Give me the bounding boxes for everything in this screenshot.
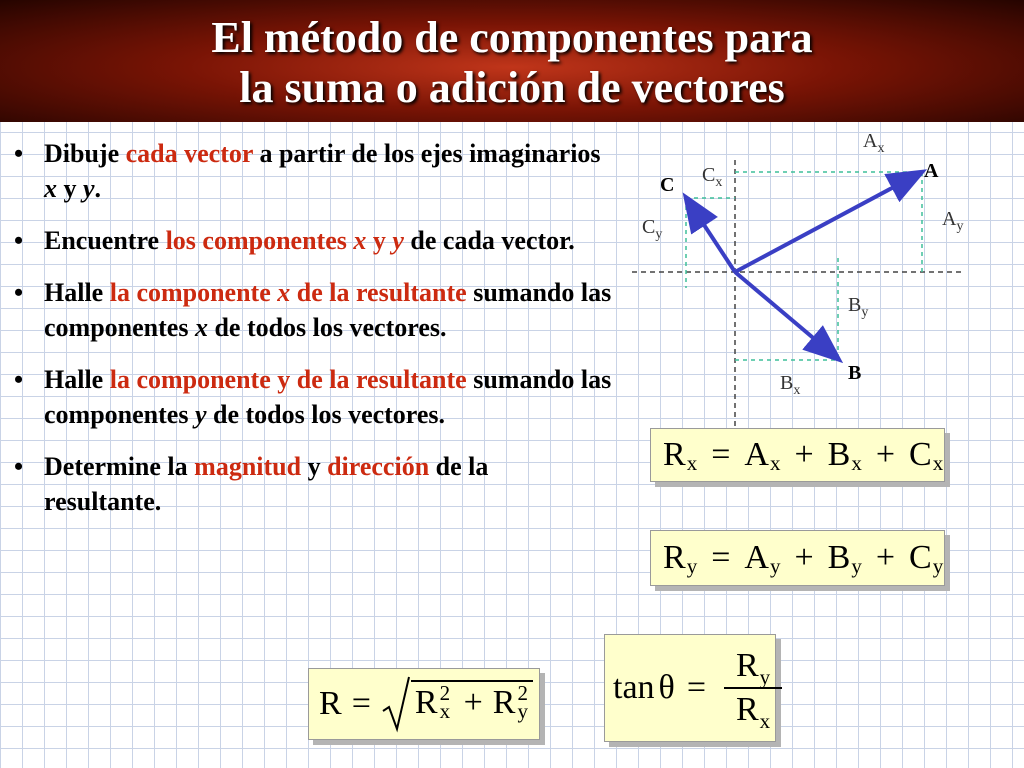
symbol: A <box>744 539 769 576</box>
vector-a <box>735 173 920 272</box>
operator: = <box>711 436 731 473</box>
subscript: y <box>517 699 528 723</box>
vector-diagram <box>620 130 1020 430</box>
italic-var: x <box>44 174 57 203</box>
operator: + <box>794 539 814 576</box>
label-bx-sub: x <box>793 383 801 398</box>
symbol: B <box>827 436 851 473</box>
symbol: R <box>663 539 686 576</box>
square-root <box>381 675 534 733</box>
bullet-dot: • <box>14 452 24 481</box>
slide-header <box>0 0 1024 122</box>
theta-symbol: θ <box>658 669 675 706</box>
operator: + <box>875 436 895 473</box>
text: sumando las componentes <box>44 278 612 342</box>
label-ay <box>942 208 964 234</box>
symbol: B <box>827 539 851 576</box>
subscript: x <box>851 450 862 475</box>
bullet-resultant-x <box>14 275 614 345</box>
label-cx-sub: x <box>715 175 723 190</box>
label-cy <box>642 216 663 242</box>
slide-title-line-2: la suma o adición de vectores <box>239 63 785 112</box>
exponent: 2 <box>439 681 451 705</box>
subscript: x <box>439 699 451 723</box>
subscript: x <box>932 450 944 475</box>
highlight: cada vector <box>125 139 253 168</box>
label-cx <box>702 164 723 190</box>
bullet-find-components <box>14 223 614 258</box>
symbol: R <box>414 684 438 721</box>
highlight-italic: x <box>353 226 367 255</box>
symbol: A <box>744 436 769 473</box>
subscript: x <box>759 709 771 733</box>
bullet-dot: • <box>14 139 24 168</box>
text: Determine la <box>44 452 195 481</box>
bullet-dot: • <box>14 278 24 307</box>
subscript: y <box>851 553 862 578</box>
bullet-resultant-y <box>14 362 614 432</box>
bullet-magnitude-direction <box>14 449 564 519</box>
fraction-bar <box>724 687 782 689</box>
bullet-list <box>14 136 614 519</box>
label-by-main: B <box>848 294 862 316</box>
bullet-dot: • <box>14 365 24 394</box>
operator: = <box>686 669 707 706</box>
text: y <box>301 452 328 481</box>
label-vector-b: B <box>848 362 862 384</box>
formula-rx <box>651 429 944 481</box>
bullet-draw-vectors <box>14 136 614 206</box>
subscript: y <box>759 665 771 689</box>
text: de todos los vectores. <box>206 400 446 429</box>
highlight: dirección <box>327 452 430 481</box>
label-vector-a: A <box>924 160 939 182</box>
radicand <box>411 680 534 722</box>
text: Dibuje <box>44 139 126 168</box>
operator: + <box>794 436 814 473</box>
italic-var: y <box>83 174 95 203</box>
label-ay-main: A <box>942 208 957 230</box>
subscript: y <box>769 553 781 578</box>
text: . <box>94 174 102 203</box>
symbol: C <box>909 539 932 576</box>
symbol: R <box>735 691 759 728</box>
highlight-italic: x <box>277 278 291 307</box>
numerator <box>735 647 771 689</box>
fraction <box>724 647 782 733</box>
slide-title-line-1: El método de componentes para <box>211 13 813 62</box>
formula-direction <box>605 635 775 741</box>
formula-ry <box>651 531 944 585</box>
exponent: 2 <box>517 681 528 705</box>
tan-function: tan <box>613 669 655 706</box>
symbol: C <box>909 436 932 473</box>
label-ax <box>863 130 885 156</box>
operator: + <box>875 539 895 576</box>
operator: + <box>463 684 483 721</box>
text: Halle <box>44 365 110 394</box>
text: Encuentre <box>44 226 166 255</box>
symbol: R <box>663 436 686 473</box>
subscript: y <box>932 553 944 578</box>
highlight: y <box>366 226 393 255</box>
formula-rx-box <box>650 428 945 482</box>
symbol: R <box>492 684 516 721</box>
highlight-italic: y <box>392 226 404 255</box>
formula-magnitude-box <box>308 668 540 740</box>
label-by <box>848 294 869 320</box>
vector-b <box>735 272 837 358</box>
vector-c <box>687 199 735 272</box>
operator: = <box>711 539 731 576</box>
subscript: y <box>686 553 698 578</box>
text: de la resultante. <box>44 452 489 516</box>
bullet-dot: • <box>14 226 24 255</box>
formula-ry-box <box>650 530 945 586</box>
label-cx-main: C <box>702 164 716 186</box>
subscript: x <box>769 450 781 475</box>
highlight: magnitud <box>194 452 302 481</box>
italic-var: y <box>194 400 207 429</box>
vector-diagram-svg <box>620 130 1020 430</box>
text: Halle <box>44 278 110 307</box>
label-cy-sub: y <box>655 227 663 242</box>
text: de cada vector. <box>403 226 575 255</box>
label-cy-main: C <box>642 216 656 238</box>
label-ay-sub: y <box>956 219 964 234</box>
label-ax-sub: x <box>877 141 885 156</box>
symbol: R <box>319 685 342 722</box>
highlight: la componente y de la resultante <box>109 365 467 394</box>
highlight: de la resultante <box>290 278 467 307</box>
text: y <box>57 174 83 203</box>
italic-var: x <box>194 313 208 342</box>
symbol: R <box>735 647 759 684</box>
text: sumando las componentes <box>44 365 612 429</box>
text: a partir de los ejes imaginarios <box>252 139 601 168</box>
text: de todos los vectores. <box>207 313 447 342</box>
operator: = <box>351 685 371 722</box>
label-bx-main: B <box>780 372 794 394</box>
label-ax-main: A <box>863 130 878 152</box>
formula-magnitude <box>309 669 539 739</box>
highlight: la componente <box>109 278 278 307</box>
label-vector-c: C <box>660 174 675 196</box>
label-bx <box>780 372 801 398</box>
subscript: x <box>686 450 698 475</box>
highlight: los componentes <box>165 226 354 255</box>
label-by-sub: y <box>861 305 869 320</box>
denominator <box>735 691 771 733</box>
radical-sign-icon <box>381 675 411 733</box>
formula-direction-box <box>604 634 776 742</box>
